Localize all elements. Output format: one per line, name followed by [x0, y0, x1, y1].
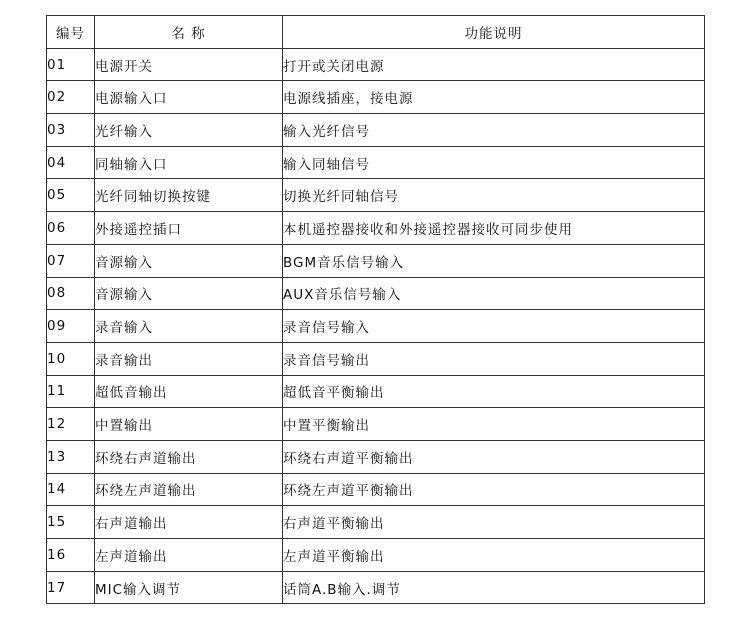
cell-name: 右声道输出 — [95, 506, 283, 539]
cell-number: 17 — [47, 571, 95, 604]
table-row — [47, 506, 705, 539]
table-row — [47, 244, 705, 277]
cell-description: 电源线插座，接电源 — [283, 81, 705, 114]
cell-number: 03 — [47, 114, 95, 147]
cell-number: 11 — [47, 375, 95, 408]
cell-name: 录音输出 — [95, 342, 283, 375]
cell-name: 超低音输出 — [95, 375, 283, 408]
cell-name: MIC输入调节 — [95, 571, 283, 604]
cell-number: 07 — [47, 244, 95, 277]
cell-number: 15 — [47, 506, 95, 539]
table-row — [47, 571, 705, 604]
table-row — [47, 212, 705, 245]
table-row — [47, 440, 705, 473]
table-row — [47, 48, 705, 81]
cell-number: 10 — [47, 342, 95, 375]
table-row — [47, 539, 705, 572]
cell-number: 01 — [47, 48, 95, 81]
cell-description: 打开或关闭电源 — [283, 48, 705, 81]
cell-name: 左声道输出 — [95, 539, 283, 572]
cell-name: 同轴输入口 — [95, 146, 283, 179]
cell-description: 环绕左声道平衡输出 — [283, 473, 705, 506]
cell-description: 话筒A.B输入.调节 — [283, 571, 705, 604]
cell-description: 输入光纤信号 — [283, 114, 705, 147]
cell-description: 右声道平衡输出 — [283, 506, 705, 539]
table-row — [47, 81, 705, 114]
cell-name: 音源输入 — [95, 244, 283, 277]
cell-description: 输入同轴信号 — [283, 146, 705, 179]
cell-number: 04 — [47, 146, 95, 179]
cell-number: 06 — [47, 212, 95, 245]
cell-name: 外接遥控插口 — [95, 212, 283, 245]
table-row — [47, 146, 705, 179]
table-row — [47, 277, 705, 310]
cell-description: 环绕右声道平衡输出 — [283, 440, 705, 473]
cell-name: 电源开关 — [95, 48, 283, 81]
cell-number: 09 — [47, 310, 95, 343]
cell-name: 环绕左声道输出 — [95, 473, 283, 506]
cell-name: 光纤同轴切换按键 — [95, 179, 283, 212]
table-row — [47, 473, 705, 506]
cell-name: 光纤输入 — [95, 114, 283, 147]
table-row — [47, 375, 705, 408]
table-row — [47, 114, 705, 147]
table-header-row — [47, 16, 705, 49]
cell-number: 08 — [47, 277, 95, 310]
cell-name: 电源输入口 — [95, 81, 283, 114]
function-table — [46, 15, 705, 604]
cell-description: 中置平衡输出 — [283, 408, 705, 441]
header-name: 名 称 — [95, 16, 283, 49]
table-body — [47, 48, 705, 604]
cell-description: 录音信号输入 — [283, 310, 705, 343]
cell-name: 中置输出 — [95, 408, 283, 441]
cell-name: 录音输入 — [95, 310, 283, 343]
cell-description: 超低音平衡输出 — [283, 375, 705, 408]
cell-number: 13 — [47, 440, 95, 473]
cell-description: 录音信号输出 — [283, 342, 705, 375]
cell-number: 12 — [47, 408, 95, 441]
cell-description: 切换光纤同轴信号 — [283, 179, 705, 212]
cell-number: 16 — [47, 539, 95, 572]
header-number: 编号 — [47, 16, 95, 49]
cell-number: 02 — [47, 81, 95, 114]
table-row — [47, 179, 705, 212]
table-row — [47, 310, 705, 343]
cell-description: BGM音乐信号输入 — [283, 244, 705, 277]
cell-number: 14 — [47, 473, 95, 506]
header-description: 功能说明 — [283, 16, 705, 49]
table-row — [47, 408, 705, 441]
cell-description: 本机遥控器接收和外接遥控器接收可同步使用 — [283, 212, 705, 245]
table-row — [47, 342, 705, 375]
cell-description: 左声道平衡输出 — [283, 539, 705, 572]
cell-number: 05 — [47, 179, 95, 212]
cell-description: AUX音乐信号输入 — [283, 277, 705, 310]
cell-name: 音源输入 — [95, 277, 283, 310]
cell-name: 环绕右声道输出 — [95, 440, 283, 473]
